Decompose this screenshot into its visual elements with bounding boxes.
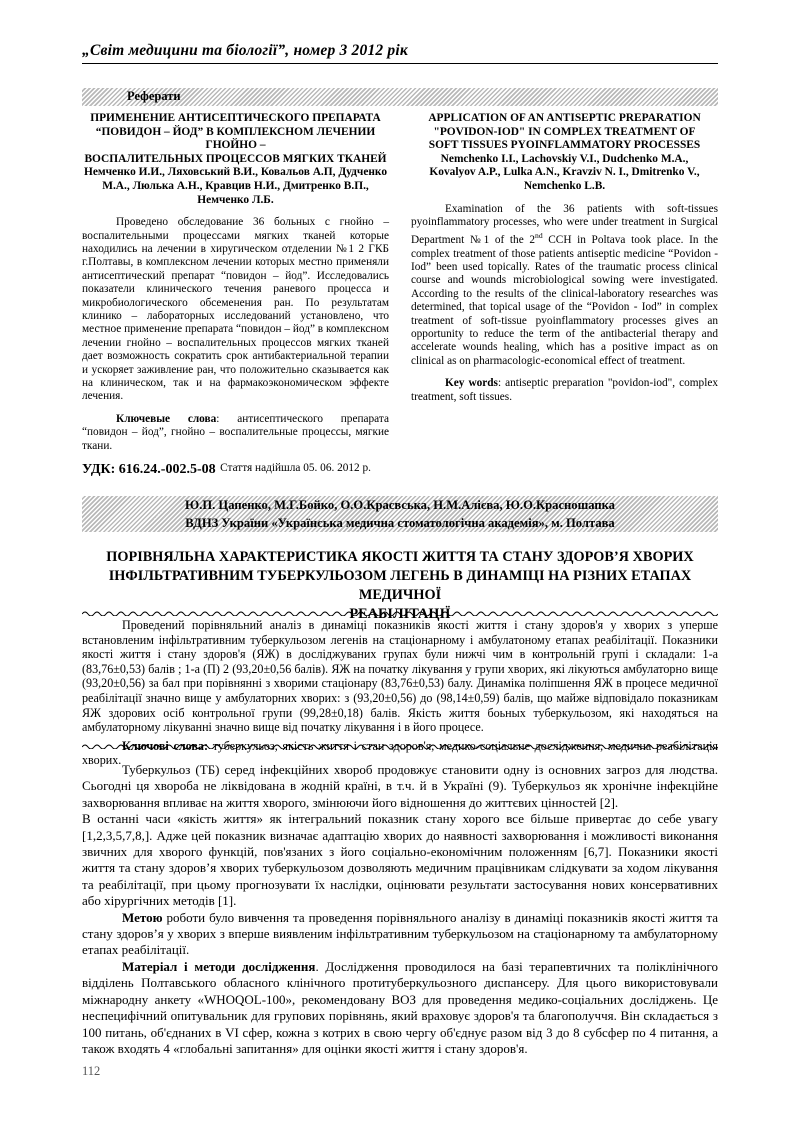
abstract-ru-received-date: Стаття надійшла 05. 06. 2012 р.	[220, 462, 371, 475]
abstract-en-body-part-1: Examination of the 36 patients with soft-tissues pyoinflammatory processes, who were under treatment in Surgical Department №1 of the 2	[411, 202, 718, 247]
abstract-ru-authors-line-3: Немченко Л.Б.	[197, 193, 274, 206]
body-paragraph-purpose	[82, 910, 718, 959]
article-title-line-2: ІНФІЛЬТРАТИВНИМ ТУБЕРКУЛЬОЗОМ ЛЕГЕНЬ В ДИНАМІЦІ НА РІЗНИХ ЕТАПАХ МЕДИЧНОЇ	[108, 568, 692, 603]
purpose-label: Метою	[122, 909, 163, 925]
article-body	[82, 762, 718, 1057]
journal-title-line: „Світ медицини та біології”, номер 3 2012 рік	[82, 42, 408, 59]
ukrainian-keywords-label: Ключові слова:	[122, 738, 208, 753]
abstract-en-authors-line-2: Kovalyov A.P., Lulka A.N., Kravziv N. I., Dmitrenko V.,	[429, 166, 700, 179]
abstract-russian	[82, 112, 389, 475]
page-number: 112	[82, 1064, 101, 1078]
materials-label: Матеріал і методи дослідження	[122, 958, 316, 974]
abstract-ru-keywords	[82, 413, 389, 453]
abstracts-two-column	[82, 112, 718, 475]
article-authors-names: Ю.П. Цапенко, М.Г.Бойко, О.О.Красвська, Н.М.Алієва, Ю.О.Красношапка	[185, 498, 615, 512]
abstract-en-ordinal-superscript: nd	[535, 231, 543, 241]
abstract-ru-authors-line-1: Немченко И.И., Ляховський В.И., Ковальов А.П, Дудченко	[83, 166, 388, 179]
abstract-ru-keywords-label: Ключевые слова	[116, 412, 217, 425]
abstract-ru-keywords-text: : антисептического препарата “повидон – йод”, гнойно – воспалительные процессы, мягкие ткани.	[82, 412, 389, 452]
abstract-en-title-line-1: APPLICATION OF AN ANTISEPTIC PREPARATION	[428, 112, 701, 124]
abstract-ru-authors-line-2: М.А., Люлька А.Н., Кравцив Н.И., Дмитренко В.П.,	[102, 179, 369, 192]
running-head	[82, 42, 718, 64]
section-band-abstracts	[82, 88, 718, 106]
abstract-english	[411, 112, 718, 475]
abstract-en-title-line-2: "POVIDON-IOD" IN COMPLEX TREATMENT OF	[433, 125, 696, 138]
abstract-en-keywords-text: : antiseptic preparation "povidon-iod", complex treatment, soft tissues.	[411, 377, 718, 403]
abstract-ru-title-line-2: “ПОВИДОН – ЙОД” В КОМПЛЕКСНОМ ЛЕЧЕНИИ ГНОЙНО –	[95, 125, 376, 152]
abstract-ru-title-line-3: ВОСПАЛИТЕЛЬНЫХ ПРОЦЕССОВ МЯГКИХ ТКАНЕЙ	[84, 152, 387, 165]
article-authors-band	[82, 496, 718, 532]
abstract-en-title-line-3: SOFT TISSUES PYOINFLAMMATORY PROCESSES	[428, 139, 701, 152]
ukrainian-abstract-body: Проведений порівняльний аналіз в динаміці показників якості життя і стану здоров'я у хворих з уперше встановленим інфільтративним туберкульозом легенів на стаціонарному і амбулатоному етапах реабілітації. Показники якості життя і стану здоров'я (ЯЖ) в досліджуваних групах були нижчі чим в контрольній групі і складали: 1-а (83,76±0,53) балів ; 1-а (П) 2 (93,20±0,56 балів). ЯЖ на початку лікування у групи хворих, які лікуються амбулаторно вище (93,20±0,56) за бал при порівнянні з хворими стаціонару (83,76±0,53) балу. Динаміка поліпшення ЯЖ в процесе медичної реабілітації значно вище у амбулаторних хворих: з (93,20±0,56) до (98,14±0,59) балів, що майже відповідало показникам ЯЖ здорових осіб контрольної групи (99,28±0,18) балів. Якість життя боьных туберкульозом, які находяться на амбулаторному лікуванні значно вище від початку лікування і в його процесе.	[82, 618, 718, 735]
ukrainian-keywords-text: туберкульоз, якість життя і стан здоров'я, медико-соціальне дослідження, медична реабілітація хворих.	[82, 738, 718, 768]
abstract-en-body	[411, 203, 718, 369]
body-paragraph-1: Туберкульоз (ТБ) серед інфекційних хвороб продовжує становити одну із основних загроз для людства. Сьогодні ця хвороба не ліквідована в жодній країні, в т.ч. й в Україні (9). Туберкульоз як хронічне інфекційне захворювання впливає на життя хворого, змінюючи його відношення до життєвих цінностей [2].	[82, 762, 718, 810]
materials-text: . Дослідження проводилося на базі терапевтичних та поліклінічного відділень Полтавського обласного клінічного протитуберкульозного диспансеру. Для цього використовували міжнародну анкету «WHOQOL-100», рекомендовану ВОЗ для проведення медико-соціальних досліджень. Це неспецифічний опитувальник для групових порівнянь, який враховує здоров'я та благополуччя. Він складається з 100 питань, об'єднаних в VI сфер, кожна з котрих в свою чергу об'єднує разом від 3 до 8 субсфер по 4 питання, а також входять 4 «глобальні запитання» для оцінки якості життя і стану здоров'я.	[82, 958, 718, 1056]
abstract-en-authors-line-1: Nemchenko I.I., Lachovskiy V.I., Dudchenko M.A.,	[440, 152, 689, 165]
abstract-en-keywords-label: Key words	[445, 377, 498, 390]
udc-code: УДК: 616.24.-002.5-08	[82, 462, 216, 477]
body-paragraph-materials	[82, 959, 718, 1057]
section-band-label: Реферати	[127, 89, 181, 103]
article-title-line-1: ПОРІВНЯЛЬНА ХАРАКТЕРИСТИКА ЯКОСТІ ЖИТТЯ ТА СТАНУ ЗДОРОВ’Я ХВОРИХ	[106, 549, 694, 565]
wave-divider-bottom	[82, 742, 718, 749]
abstract-ru-title-line-1: ПРИМЕНЕНИЕ АНТИСЕПТИЧЕСКОГО ПРЕПАРАТА	[90, 112, 381, 124]
abstract-en-authors-line-3: Nemchenko L.B.	[523, 179, 606, 192]
abstract-en-body-part-2: CCH in Poltava took place. In the complex treatment of those patients antiseptic medicine “Povidon - Iod” been used topically. Rates of the traumatic process clinical course and wounds microbiological sowing were investigated. According to the results of the clinical-laboratory researches was determined, that topical usage of the “Povidon - Iod” in complex treatment of soft-tissue pyoinflammatory processes gives an opportunity to reduce the term of the antibacterial therapy and accelerate wounds healing, which has a positive impact as on clinical as on pharmacologic-economical effect of treatment.	[411, 234, 718, 367]
wave-divider-top	[82, 609, 718, 616]
article-authors-affiliation: ВДНЗ України «Українська медична стоматологічна академія», м. Полтава	[185, 516, 615, 530]
purpose-text: роботи було вивчення та проведення порівняльного аналізу в динаміці показників якості життя та стану здоров’я у хворих з вперше виявленим інфільтративним туберкульозом на стаціонарному та амбулаторному етапах реабілітації.	[82, 909, 718, 958]
article-title-line-3: РЕАБІЛІТАЦІЇ	[349, 606, 451, 622]
body-paragraph-2: В останні часи «якість життя» як інтегральний показник стану хорого все більше привертає до себе увагу [1,2,3,5,7,8,]. Адже цей показник визначає адаптацію хворих до наявності захворювання і можливості виконання звичних для хворого функцій, пов'язаних з його соціально-економічним положенням [6,7]. Показники якості життя та стану здоров’я хворих туберкульозом дозволяють медичним працівникам слідкувати за ходом лікування та реабілітації, при цьому прогнозувати їх наслідки, оцінювати результати застосування нових консервативних або хірургічних методів [1].	[82, 811, 718, 909]
abstract-en-keywords	[411, 377, 718, 404]
abstract-ru-body: Проведено обследование 36 больных с гнойно – воспалительными процессами мягких тканей которые находились на лечении в хиругическом отделении №1 2 ГКБ г.Полтавы, в комплексном лечении которых местно применяли антисептический препарат “повидон – йод”. Исследовались показатели клинического течения раневого процесса и микробиологического обсеменения ран. По результатам клинико – лабораторных исследований установлено, что местное применение препарата “повидон – йод” в комплексном лечении гнойно – воспалительных процессов мягких тканей дает возможность сократить срок антибактериальной терапии и ускоряет заживление ран, что положительно сказывается как на клиническом, так и на фармакоэкономическом эффекте лечения.	[82, 216, 389, 403]
header-rule	[82, 63, 718, 64]
